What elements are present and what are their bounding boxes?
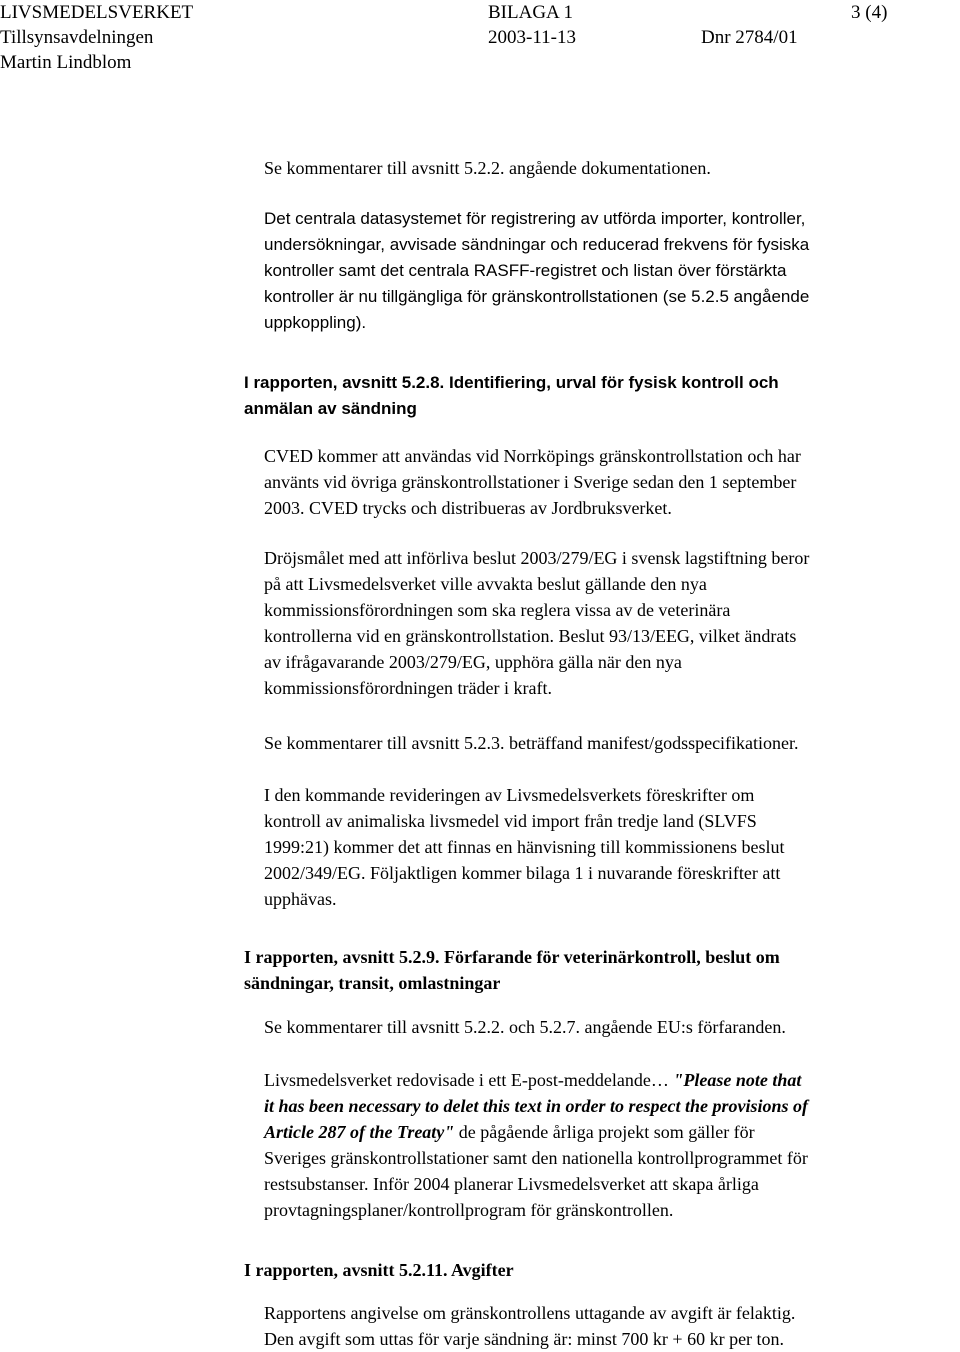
header-department: Tillsynsavdelningen [0,27,154,48]
paragraph-line: CVED kommer att användas vid Norrköpings gränskontrollstation och har [264,446,801,466]
paragraph-line: kontroller samt det centrala RASFF-registret och listan över förstärkta [264,261,787,280]
paragraph-cved [264,443,958,521]
heading-line: anmälan av sändning [244,399,417,418]
redaction-notice: "Please note that [673,1070,802,1090]
paragraph-line: upphävas. [264,889,337,909]
plain-text: de pågående årliga projekt som gäller för [454,1122,755,1142]
paragraph-line: 2002/349/EG. Följaktligen kommer bilaga 1 i nuvarande föreskrifter att [264,863,781,883]
heading-line: sändningar, transit, omlastningar [244,973,501,993]
redaction-notice: it has been necessary to delet this text in order to respect the provisions of [264,1096,808,1116]
header-date: 2003-11-13 [488,27,576,48]
header-appendix: BILAGA 1 [488,2,573,23]
plain-text: Livsmedelsverket redovisade i ett E-post-meddelande… [264,1070,674,1090]
paragraph-line: Se kommentarer till avsnitt 5.2.3. beträffand manifest/godsspecifikationer. [264,733,799,753]
paragraph-line: restsubstanser. Inför 2004 planerar Livsmedelsverket att skapa årliga [264,1174,759,1194]
section-heading-5-2-11 [244,1257,944,1283]
paragraph-line: 1999:21) kommer det att finnas en hänvisning till kommissionens beslut [264,837,785,857]
paragraph-line: Sveriges gränskontrollstationer samt den nationella kontrollprogrammet för [264,1148,808,1168]
paragraph-line: kontroller är nu tillgängliga för gränskontrollstationen (se 5.2.5 angående [264,287,810,306]
heading-line: I rapporten, avsnitt 5.2.9. Förfarande för veterinärkontroll, beslut om [244,947,780,967]
paragraph-documentation-comment [264,155,958,181]
paragraph-line [264,1093,958,1119]
paragraph-line [264,1119,958,1145]
header-reference: Dnr 2784/01 [701,27,798,48]
paragraph-manifest-comment [264,730,958,756]
paragraph-line: undersökningar, avvisade sändningar och reducerad frekvens för fysiska [264,235,810,254]
paragraph-central-datasystem [264,206,958,336]
paragraph-line: kommissionsförordningen som ska reglera vissa av de veterinära [264,600,731,620]
paragraph-line: kommissionsförordningen träder i kraft. [264,678,552,698]
paragraph-revision [264,782,958,912]
header-page-number: 3 (4) [851,2,888,23]
paragraph-line: på att Livsmedelsverket ville avvakta beslut gällande den nya [264,574,707,594]
paragraph-eu-procedures [264,1014,958,1040]
paragraph-email-report [264,1067,958,1223]
paragraph-line: 2003. CVED trycks och distribueras av Jordbruksverket. [264,498,672,518]
paragraph-line: Den avgift som uttas för varje sändning är: minst 700 kr + 60 kr per ton. [264,1329,785,1349]
section-heading-5-2-8 [244,370,944,422]
paragraph-line: Rapportens angivelse om gränskontrollens uttagande av avgift är felaktig. [264,1303,796,1323]
header-org: LIVSMEDELSVERKET [0,2,194,23]
redaction-notice: Article 287 of the Treaty" [264,1122,455,1142]
section-heading-5-2-9 [244,944,944,996]
heading-line: I rapporten, avsnitt 5.2.8. Identifiering, urval för fysisk kontroll och [244,373,779,392]
paragraph-delay [264,545,958,701]
paragraph-line: av ifrågavarande 2003/279/EG, upphöra gälla när den nya [264,652,682,672]
paragraph-line: uppkoppling). [264,313,367,332]
paragraph-line: Se kommentarer till avsnitt 5.2.2. angående dokumentationen. [264,158,711,178]
paragraph-line: I den kommande revideringen av Livsmedelsverkets föreskrifter om [264,785,755,805]
paragraph-line: Det centrala datasystemet för registrering av utförda importer, kontroller, [264,209,806,228]
heading-line: I rapporten, avsnitt 5.2.11. Avgifter [244,1260,514,1280]
paragraph-line: Dröjsmålet med att införliva beslut 2003/279/EG i svensk lagstiftning beror [264,548,810,568]
paragraph-line [264,1067,958,1093]
paragraph-line: använts vid övriga gränskontrollstationer i Sverige sedan den 1 september [264,472,797,492]
paragraph-fees [264,1300,958,1352]
paragraph-line: kontrollerna vid en gränskontrollstation. Beslut 93/13/EEG, vilket ändrats [264,626,797,646]
paragraph-line: Se kommentarer till avsnitt 5.2.2. och 5.2.7. angående EU:s förfaranden. [264,1017,786,1037]
paragraph-line: kontroll av animaliska livsmedel vid import från tredje land (SLVFS [264,811,757,831]
paragraph-line: provtagningsplaner/kontrollprogram för gränskontrollen. [264,1200,674,1220]
header-author: Martin Lindblom [0,52,132,73]
